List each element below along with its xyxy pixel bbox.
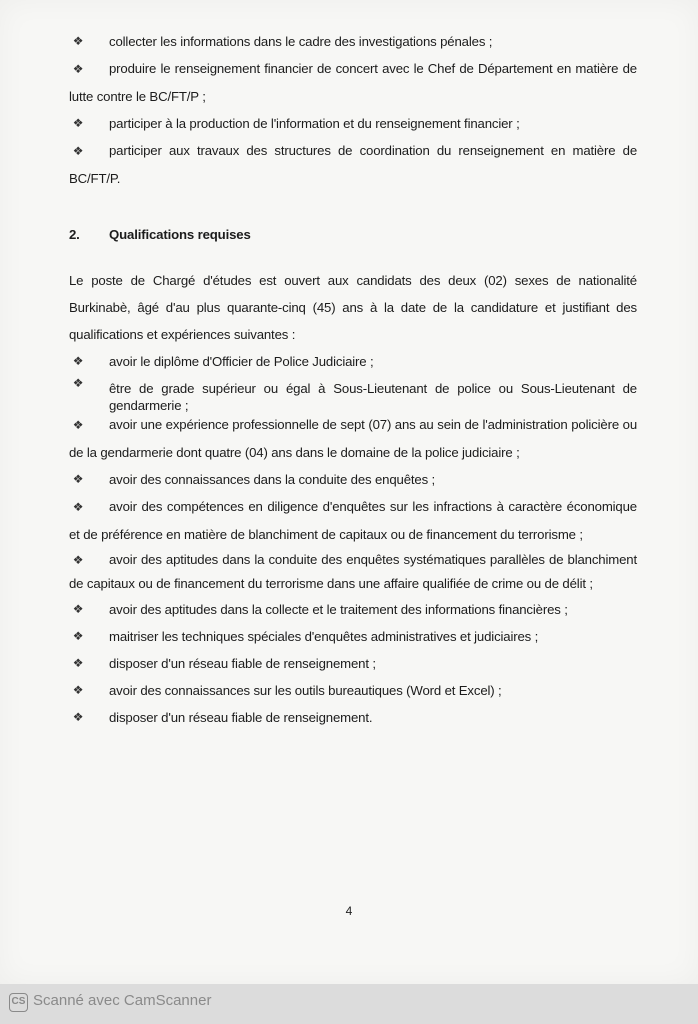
list-item xyxy=(69,137,637,192)
list-item-text: avoir des compétences en diligence d'enquêtes sur les infractions à caractère économique et de préférence en matière de blanchiment de capitaux ou de financement du terrorisme ; xyxy=(69,499,637,542)
bullet-icon: ❖ xyxy=(72,656,84,670)
scanner-watermark-bar xyxy=(0,984,698,1024)
list-item xyxy=(69,650,637,677)
bullet-icon: ❖ xyxy=(72,34,84,48)
bullet-icon: ❖ xyxy=(72,144,84,158)
section-heading xyxy=(69,221,637,248)
list-item-text: participer aux travaux des structures de coordination du renseignement en matière de BC/FT/P. xyxy=(69,143,637,186)
bullet-icon: ❖ xyxy=(72,354,84,368)
list-item-text: avoir des connaissances sur les outils bureautiques (Word et Excel) ; xyxy=(109,683,502,698)
list-item xyxy=(69,348,637,375)
bullet-icon: ❖ xyxy=(72,602,84,616)
list-item-text: collecter les informations dans le cadre des investigations pénales ; xyxy=(109,34,493,49)
bullet-icon: ❖ xyxy=(72,376,84,390)
list-item xyxy=(69,677,637,704)
list-item xyxy=(69,411,637,466)
bullet-icon: ❖ xyxy=(72,116,84,130)
list-item xyxy=(69,548,637,596)
list-item-text: produire le renseignement financier de concert avec le Chef de Département en matière de lutte contre le BC/FT/P ; xyxy=(69,61,637,104)
list-item-text: avoir des aptitudes dans la conduite des enquêtes systématiques parallèles de blanchiment de capitaux ou de financement du terrorisme dans une affaire qualifiée de crime ou de délit ; xyxy=(69,552,637,591)
intro-paragraph: Le poste de Chargé d'études est ouvert aux candidats des deux (02) sexes de nationalité Burkinabè, âgé d'au plus quarante-cinq (45) ans à la date de la candidature et justifiant des qualifications et expériences suivantes : xyxy=(69,273,637,342)
bullet-icon: ❖ xyxy=(72,710,84,724)
bullet-icon: ❖ xyxy=(72,553,84,567)
bullet-icon: ❖ xyxy=(72,472,84,486)
bullet-icon: ❖ xyxy=(72,418,84,432)
camscanner-logo-icon: CS xyxy=(9,993,28,1012)
list-item xyxy=(69,704,637,731)
list-item-text: être de grade supérieur ou égal à Sous-Lieutenant de police ou Sous-Lieutenant de gendarmerie ; xyxy=(109,381,637,413)
list-item-text: maitriser les techniques spéciales d'enquêtes administratives et judiciaires ; xyxy=(109,629,539,644)
list-item xyxy=(69,623,637,650)
list-item-text: avoir des connaissances dans la conduite des enquêtes ; xyxy=(109,472,436,487)
list-item-text: participer à la production de l'information et du renseignement financier ; xyxy=(109,116,520,131)
list-item-text: disposer d'un réseau fiable de renseignement. xyxy=(109,710,373,725)
bullet-icon: ❖ xyxy=(72,629,84,643)
list-item xyxy=(69,55,637,110)
page-number: 4 xyxy=(345,904,353,918)
list-item-text: avoir une expérience professionnelle de sept (07) ans au sein de l'administration policière ou de la gendarmerie dont quatre (04) ans dans le domaine de la police judiciaire ; xyxy=(69,417,637,460)
scanner-watermark-text: Scanné avec CamScanner xyxy=(33,992,212,1009)
bullet-icon: ❖ xyxy=(72,683,84,697)
bullet-icon: ❖ xyxy=(72,62,84,76)
list-item-text: avoir le diplôme d'Officier de Police Judiciaire ; xyxy=(109,354,374,369)
list-item-text: disposer d'un réseau fiable de renseignement ; xyxy=(109,656,376,671)
list-item xyxy=(69,493,637,548)
list-item xyxy=(69,466,637,493)
section-title: Qualifications requises xyxy=(109,227,251,242)
list-item xyxy=(69,596,637,623)
list-item-text: avoir des aptitudes dans la collecte et le traitement des informations financières ; xyxy=(109,602,568,617)
section-number: 2. xyxy=(69,227,80,242)
list-item xyxy=(69,28,637,55)
list-item xyxy=(69,110,637,137)
bullet-icon: ❖ xyxy=(72,500,84,514)
document-body xyxy=(69,28,637,731)
